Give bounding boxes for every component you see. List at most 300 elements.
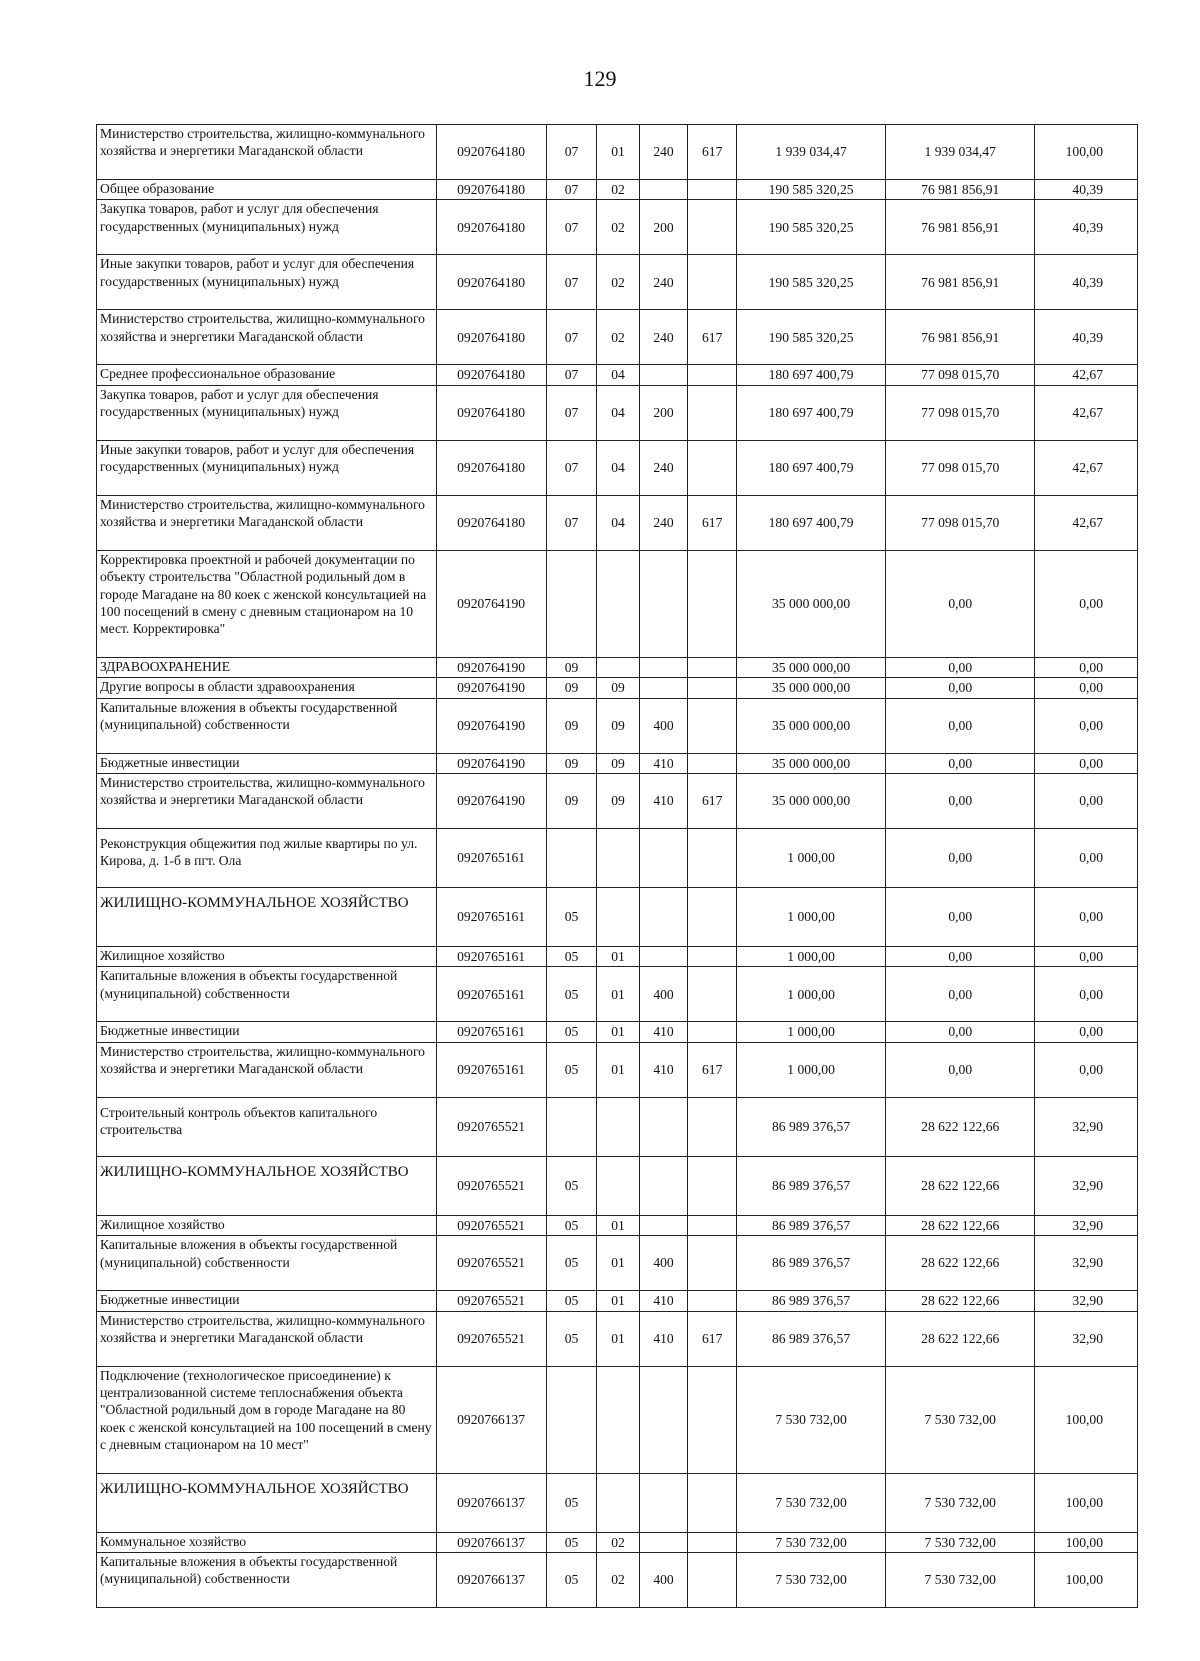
section-cell: 05 <box>546 1236 597 1291</box>
execution-percent-cell: 32,90 <box>1035 1215 1138 1235</box>
target-code-cell: 0920764190 <box>436 753 546 773</box>
subsection-cell: 09 <box>597 698 639 753</box>
administrator-code-cell <box>688 698 737 753</box>
section-cell: 05 <box>546 967 597 1022</box>
row-name-cell: Общее образование <box>97 180 437 200</box>
section-cell: 05 <box>546 1215 597 1235</box>
section-cell: 07 <box>546 365 597 385</box>
administrator-code-cell <box>688 828 737 887</box>
expense-type-cell: 240 <box>639 440 688 495</box>
subsection-cell: 04 <box>597 385 639 440</box>
expense-type-cell <box>639 946 688 966</box>
table-row <box>97 1215 1138 1235</box>
execution-percent-cell: 100,00 <box>1035 1473 1138 1532</box>
table-row <box>97 828 1138 887</box>
section-cell <box>546 828 597 887</box>
executed-amount-cell: 0,00 <box>886 753 1035 773</box>
expense-type-cell: 410 <box>639 753 688 773</box>
execution-percent-cell: 0,00 <box>1035 773 1138 828</box>
expense-type-cell <box>639 887 688 946</box>
row-name-cell: Закупка товаров, работ и услуг для обеспечения государственных (муниципальных) нужд <box>97 385 437 440</box>
execution-percent-cell: 0,00 <box>1035 753 1138 773</box>
planned-amount-cell: 1 000,00 <box>737 1022 886 1042</box>
page-number: 129 <box>583 66 617 91</box>
subsection-cell: 09 <box>597 773 639 828</box>
target-code-cell: 0920765521 <box>436 1097 546 1156</box>
planned-amount-cell: 1 000,00 <box>737 1042 886 1097</box>
executed-amount-cell: 0,00 <box>886 1022 1035 1042</box>
section-cell: 07 <box>546 255 597 310</box>
section-cell: 05 <box>546 1532 597 1552</box>
planned-amount-cell: 1 000,00 <box>737 828 886 887</box>
expense-type-cell: 240 <box>639 310 688 365</box>
execution-percent-cell: 42,67 <box>1035 495 1138 550</box>
administrator-code-cell <box>688 1156 737 1215</box>
table-row <box>97 180 1138 200</box>
row-name-cell: ЗДРАВООХРАНЕНИЕ <box>97 657 437 677</box>
planned-amount-cell: 190 585 320,25 <box>737 310 886 365</box>
planned-amount-cell: 7 530 732,00 <box>737 1473 886 1532</box>
target-code-cell: 0920764180 <box>436 385 546 440</box>
execution-percent-cell: 100,00 <box>1035 1532 1138 1552</box>
target-code-cell: 0920765521 <box>436 1215 546 1235</box>
section-cell: 07 <box>546 200 597 255</box>
target-code-cell: 0920766137 <box>436 1552 546 1607</box>
row-name-cell: Министерство строительства, жилищно-коммунального хозяйства и энергетики Магаданской области <box>97 310 437 365</box>
administrator-code-cell <box>688 440 737 495</box>
execution-percent-cell: 0,00 <box>1035 678 1138 698</box>
administrator-code-cell <box>688 365 737 385</box>
target-code-cell: 0920765161 <box>436 828 546 887</box>
executed-amount-cell: 7 530 732,00 <box>886 1473 1035 1532</box>
planned-amount-cell: 1 000,00 <box>737 887 886 946</box>
row-name-cell: Жилищное хозяйство <box>97 1215 437 1235</box>
expense-type-cell <box>639 657 688 677</box>
execution-percent-cell: 42,67 <box>1035 440 1138 495</box>
table-row <box>97 1552 1138 1607</box>
planned-amount-cell: 86 989 376,57 <box>737 1236 886 1291</box>
planned-amount-cell: 180 697 400,79 <box>737 440 886 495</box>
executed-amount-cell: 28 622 122,66 <box>886 1215 1035 1235</box>
table-row <box>97 1042 1138 1097</box>
table-row <box>97 125 1138 180</box>
planned-amount-cell: 86 989 376,57 <box>737 1097 886 1156</box>
section-cell: 09 <box>546 753 597 773</box>
row-name-cell: Капитальные вложения в объекты государственной (муниципальной) собственности <box>97 1236 437 1291</box>
executed-amount-cell: 28 622 122,66 <box>886 1291 1035 1311</box>
execution-percent-cell: 0,00 <box>1035 1042 1138 1097</box>
executed-amount-cell: 0,00 <box>886 698 1035 753</box>
target-code-cell: 0920765161 <box>436 967 546 1022</box>
table-row <box>97 1022 1138 1042</box>
row-name-cell: Бюджетные инвестиции <box>97 1022 437 1042</box>
table-row <box>97 440 1138 495</box>
planned-amount-cell: 7 530 732,00 <box>737 1532 886 1552</box>
expense-type-cell <box>639 1097 688 1156</box>
row-name-cell: ЖИЛИЩНО-КОММУНАЛЬНОЕ ХОЗЯЙСТВО <box>97 1156 437 1215</box>
subsection-cell: 01 <box>597 1236 639 1291</box>
planned-amount-cell: 86 989 376,57 <box>737 1156 886 1215</box>
expense-type-cell: 240 <box>639 255 688 310</box>
execution-percent-cell: 42,67 <box>1035 365 1138 385</box>
section-cell: 09 <box>546 678 597 698</box>
expense-type-cell: 400 <box>639 1236 688 1291</box>
row-name-cell: Коммунальное хозяйство <box>97 1532 437 1552</box>
table-row <box>97 946 1138 966</box>
subsection-cell: 01 <box>597 1311 639 1366</box>
administrator-code-cell <box>688 1022 737 1042</box>
target-code-cell: 0920765521 <box>436 1156 546 1215</box>
administrator-code-cell: 617 <box>688 125 737 180</box>
expense-type-cell: 410 <box>639 1022 688 1042</box>
target-code-cell: 0920766137 <box>436 1532 546 1552</box>
row-name-cell: Другие вопросы в области здравоохранения <box>97 678 437 698</box>
row-name-cell: Капитальные вложения в объекты государственной (муниципальной) собственности <box>97 698 437 753</box>
administrator-code-cell <box>688 1097 737 1156</box>
executed-amount-cell: 76 981 856,91 <box>886 200 1035 255</box>
subsection-cell: 01 <box>597 967 639 1022</box>
subsection-cell: 02 <box>597 1532 639 1552</box>
executed-amount-cell: 7 530 732,00 <box>886 1552 1035 1607</box>
table-row <box>97 1097 1138 1156</box>
subsection-cell: 02 <box>597 180 639 200</box>
administrator-code-cell <box>688 1236 737 1291</box>
target-code-cell: 0920765161 <box>436 946 546 966</box>
subsection-cell <box>597 1366 639 1473</box>
row-name-cell: Бюджетные инвестиции <box>97 1291 437 1311</box>
table-body <box>97 125 1138 1608</box>
target-code-cell: 0920764180 <box>436 365 546 385</box>
target-code-cell: 0920765161 <box>436 1022 546 1042</box>
target-code-cell: 0920766137 <box>436 1473 546 1532</box>
executed-amount-cell: 7 530 732,00 <box>886 1532 1035 1552</box>
execution-percent-cell: 0,00 <box>1035 657 1138 677</box>
administrator-code-cell <box>688 967 737 1022</box>
administrator-code-cell: 617 <box>688 495 737 550</box>
expense-type-cell: 200 <box>639 200 688 255</box>
table-row <box>97 967 1138 1022</box>
target-code-cell: 0920765161 <box>436 1042 546 1097</box>
section-cell: 05 <box>546 1042 597 1097</box>
executed-amount-cell: 7 530 732,00 <box>886 1366 1035 1473</box>
target-code-cell: 0920764190 <box>436 657 546 677</box>
expense-type-cell <box>639 828 688 887</box>
table-row <box>97 1236 1138 1291</box>
planned-amount-cell: 86 989 376,57 <box>737 1291 886 1311</box>
executed-amount-cell: 76 981 856,91 <box>886 180 1035 200</box>
executed-amount-cell: 76 981 856,91 <box>886 310 1035 365</box>
executed-amount-cell: 0,00 <box>886 967 1035 1022</box>
executed-amount-cell: 0,00 <box>886 678 1035 698</box>
execution-percent-cell: 40,39 <box>1035 180 1138 200</box>
planned-amount-cell: 1 939 034,47 <box>737 125 886 180</box>
execution-percent-cell: 0,00 <box>1035 828 1138 887</box>
table-row <box>97 1156 1138 1215</box>
row-name-cell: Министерство строительства, жилищно-коммунального хозяйства и энергетики Магаданской области <box>97 495 437 550</box>
execution-percent-cell: 32,90 <box>1035 1097 1138 1156</box>
execution-percent-cell: 100,00 <box>1035 1366 1138 1473</box>
row-name-cell: Строительный контроль объектов капитального строительства <box>97 1097 437 1156</box>
administrator-code-cell <box>688 1291 737 1311</box>
administrator-code-cell <box>688 753 737 773</box>
executed-amount-cell: 0,00 <box>886 550 1035 657</box>
subsection-cell: 04 <box>597 365 639 385</box>
executed-amount-cell: 0,00 <box>886 773 1035 828</box>
subsection-cell: 09 <box>597 678 639 698</box>
subsection-cell <box>597 1473 639 1532</box>
planned-amount-cell: 190 585 320,25 <box>737 200 886 255</box>
planned-amount-cell: 35 000 000,00 <box>737 678 886 698</box>
expense-type-cell <box>639 1215 688 1235</box>
row-name-cell: Среднее профессиональное образование <box>97 365 437 385</box>
target-code-cell: 0920764180 <box>436 310 546 365</box>
expense-type-cell: 400 <box>639 698 688 753</box>
administrator-code-cell <box>688 946 737 966</box>
execution-percent-cell: 32,90 <box>1035 1236 1138 1291</box>
section-cell: 05 <box>546 1156 597 1215</box>
executed-amount-cell: 28 622 122,66 <box>886 1156 1035 1215</box>
target-code-cell: 0920764190 <box>436 678 546 698</box>
administrator-code-cell <box>688 255 737 310</box>
execution-percent-cell: 0,00 <box>1035 698 1138 753</box>
executed-amount-cell: 77 098 015,70 <box>886 365 1035 385</box>
budget-table <box>96 124 1138 1608</box>
section-cell <box>546 1097 597 1156</box>
table-row <box>97 1532 1138 1552</box>
section-cell: 09 <box>546 657 597 677</box>
section-cell: 07 <box>546 385 597 440</box>
execution-percent-cell: 100,00 <box>1035 1552 1138 1607</box>
table-row <box>97 657 1138 677</box>
expense-type-cell: 400 <box>639 1552 688 1607</box>
subsection-cell <box>597 1097 639 1156</box>
executed-amount-cell: 77 098 015,70 <box>886 440 1035 495</box>
subsection-cell: 04 <box>597 440 639 495</box>
execution-percent-cell: 0,00 <box>1035 946 1138 966</box>
subsection-cell: 01 <box>597 1215 639 1235</box>
section-cell: 07 <box>546 180 597 200</box>
subsection-cell: 01 <box>597 1022 639 1042</box>
expense-type-cell <box>639 550 688 657</box>
execution-percent-cell: 32,90 <box>1035 1156 1138 1215</box>
table-row <box>97 887 1138 946</box>
row-name-cell: ЖИЛИЩНО-КОММУНАЛЬНОЕ ХОЗЯЙСТВО <box>97 1473 437 1532</box>
planned-amount-cell: 190 585 320,25 <box>737 180 886 200</box>
planned-amount-cell: 180 697 400,79 <box>737 365 886 385</box>
table-row <box>97 698 1138 753</box>
administrator-code-cell <box>688 657 737 677</box>
target-code-cell: 0920764180 <box>436 200 546 255</box>
row-name-cell: Закупка товаров, работ и услуг для обеспечения государственных (муниципальных) нужд <box>97 200 437 255</box>
executed-amount-cell: 0,00 <box>886 657 1035 677</box>
table-row <box>97 365 1138 385</box>
executed-amount-cell: 28 622 122,66 <box>886 1097 1035 1156</box>
row-name-cell: Министерство строительства, жилищно-коммунального хозяйства и энергетики Магаданской области <box>97 125 437 180</box>
executed-amount-cell: 0,00 <box>886 946 1035 966</box>
execution-percent-cell: 0,00 <box>1035 550 1138 657</box>
section-cell: 05 <box>546 946 597 966</box>
target-code-cell: 0920764180 <box>436 125 546 180</box>
executed-amount-cell: 0,00 <box>886 887 1035 946</box>
row-name-cell: ЖИЛИЩНО-КОММУНАЛЬНОЕ ХОЗЯЙСТВО <box>97 887 437 946</box>
subsection-cell: 02 <box>597 255 639 310</box>
section-cell: 05 <box>546 1311 597 1366</box>
table-row <box>97 1473 1138 1532</box>
row-name-cell: Министерство строительства, жилищно-коммунального хозяйства и энергетики Магаданской области <box>97 773 437 828</box>
row-name-cell: Бюджетные инвестиции <box>97 753 437 773</box>
executed-amount-cell: 0,00 <box>886 828 1035 887</box>
planned-amount-cell: 86 989 376,57 <box>737 1311 886 1366</box>
table-row <box>97 550 1138 657</box>
executed-amount-cell: 1 939 034,47 <box>886 125 1035 180</box>
row-name-cell: Подключение (технологическое присоединение) к централизованной системе теплоснабжения объекта "Областной родильный дом в городе Магадане на 80 коек с женской консультацией на 100 посещений в смену с дневным стационаром на 10 мест" <box>97 1366 437 1473</box>
target-code-cell: 0920764190 <box>436 698 546 753</box>
table-row <box>97 753 1138 773</box>
subsection-cell <box>597 1156 639 1215</box>
subsection-cell <box>597 887 639 946</box>
expense-type-cell: 410 <box>639 1311 688 1366</box>
target-code-cell: 0920764190 <box>436 550 546 657</box>
subsection-cell: 04 <box>597 495 639 550</box>
executed-amount-cell: 0,00 <box>886 1042 1035 1097</box>
section-cell: 05 <box>546 1291 597 1311</box>
table-row <box>97 310 1138 365</box>
expense-type-cell <box>639 1366 688 1473</box>
planned-amount-cell: 35 000 000,00 <box>737 657 886 677</box>
section-cell: 09 <box>546 773 597 828</box>
row-name-cell: Иные закупки товаров, работ и услуг для обеспечения государственных (муниципальных) нужд <box>97 440 437 495</box>
administrator-code-cell <box>688 1532 737 1552</box>
target-code-cell: 0920765521 <box>436 1291 546 1311</box>
expense-type-cell: 410 <box>639 1291 688 1311</box>
subsection-cell: 01 <box>597 946 639 966</box>
planned-amount-cell: 1 000,00 <box>737 967 886 1022</box>
section-cell: 07 <box>546 310 597 365</box>
execution-percent-cell: 40,39 <box>1035 255 1138 310</box>
subsection-cell: 02 <box>597 310 639 365</box>
administrator-code-cell <box>688 180 737 200</box>
expense-type-cell <box>639 1532 688 1552</box>
expense-type-cell: 410 <box>639 773 688 828</box>
target-code-cell: 0920764190 <box>436 773 546 828</box>
expense-type-cell <box>639 365 688 385</box>
target-code-cell: 0920765521 <box>436 1236 546 1291</box>
table-row <box>97 255 1138 310</box>
planned-amount-cell: 35 000 000,00 <box>737 698 886 753</box>
row-name-cell: Министерство строительства, жилищно-коммунального хозяйства и энергетики Магаданской области <box>97 1042 437 1097</box>
execution-percent-cell: 100,00 <box>1035 125 1138 180</box>
table-row <box>97 385 1138 440</box>
expense-type-cell <box>639 1473 688 1532</box>
table-row <box>97 773 1138 828</box>
target-code-cell: 0920764180 <box>436 495 546 550</box>
planned-amount-cell: 86 989 376,57 <box>737 1215 886 1235</box>
executed-amount-cell: 28 622 122,66 <box>886 1311 1035 1366</box>
administrator-code-cell <box>688 1366 737 1473</box>
execution-percent-cell: 32,90 <box>1035 1311 1138 1366</box>
target-code-cell: 0920764180 <box>436 440 546 495</box>
administrator-code-cell: 617 <box>688 1042 737 1097</box>
expense-type-cell: 200 <box>639 385 688 440</box>
section-cell: 09 <box>546 698 597 753</box>
section-cell: 07 <box>546 125 597 180</box>
target-code-cell: 0920765161 <box>436 887 546 946</box>
administrator-code-cell <box>688 678 737 698</box>
target-code-cell: 0920766137 <box>436 1366 546 1473</box>
executed-amount-cell: 76 981 856,91 <box>886 255 1035 310</box>
planned-amount-cell: 7 530 732,00 <box>737 1552 886 1607</box>
expense-type-cell <box>639 1156 688 1215</box>
planned-amount-cell: 35 000 000,00 <box>737 773 886 828</box>
administrator-code-cell <box>688 385 737 440</box>
section-cell: 07 <box>546 495 597 550</box>
section-cell: 05 <box>546 1022 597 1042</box>
execution-percent-cell: 32,90 <box>1035 1291 1138 1311</box>
table-row <box>97 678 1138 698</box>
planned-amount-cell: 190 585 320,25 <box>737 255 886 310</box>
row-name-cell: Капитальные вложения в объекты государственной (муниципальной) собственности <box>97 1552 437 1607</box>
expense-type-cell <box>639 180 688 200</box>
expense-type-cell: 240 <box>639 125 688 180</box>
section-cell: 05 <box>546 1473 597 1532</box>
executed-amount-cell: 77 098 015,70 <box>886 495 1035 550</box>
table-row <box>97 200 1138 255</box>
administrator-code-cell: 617 <box>688 310 737 365</box>
execution-percent-cell: 0,00 <box>1035 887 1138 946</box>
subsection-cell: 01 <box>597 1042 639 1097</box>
target-code-cell: 0920764180 <box>436 180 546 200</box>
execution-percent-cell: 0,00 <box>1035 967 1138 1022</box>
table-row <box>97 495 1138 550</box>
subsection-cell: 01 <box>597 125 639 180</box>
planned-amount-cell: 7 530 732,00 <box>737 1366 886 1473</box>
expense-type-cell: 240 <box>639 495 688 550</box>
execution-percent-cell: 0,00 <box>1035 1022 1138 1042</box>
section-cell <box>546 550 597 657</box>
planned-amount-cell: 1 000,00 <box>737 946 886 966</box>
expense-type-cell: 400 <box>639 967 688 1022</box>
administrator-code-cell <box>688 1215 737 1235</box>
subsection-cell <box>597 828 639 887</box>
section-cell: 07 <box>546 440 597 495</box>
subsection-cell: 02 <box>597 1552 639 1607</box>
expense-type-cell <box>639 678 688 698</box>
row-name-cell: Корректировка проектной и рабочей документации по объекту строительства "Областной родильный дом в городе Магадане на 80 коек с женской консультацией на 100 посещений в смену с дневным стационаром на 10 мест. Корректировка" <box>97 550 437 657</box>
administrator-code-cell <box>688 200 737 255</box>
section-cell: 05 <box>546 887 597 946</box>
row-name-cell: Жилищное хозяйство <box>97 946 437 966</box>
executed-amount-cell: 28 622 122,66 <box>886 1236 1035 1291</box>
execution-percent-cell: 40,39 <box>1035 200 1138 255</box>
planned-amount-cell: 35 000 000,00 <box>737 550 886 657</box>
row-name-cell: Капитальные вложения в объекты государственной (муниципальной) собственности <box>97 967 437 1022</box>
administrator-code-cell: 617 <box>688 1311 737 1366</box>
administrator-code-cell <box>688 887 737 946</box>
subsection-cell: 02 <box>597 200 639 255</box>
administrator-code-cell: 617 <box>688 773 737 828</box>
section-cell <box>546 1366 597 1473</box>
executed-amount-cell: 77 098 015,70 <box>886 385 1035 440</box>
row-name-cell: Реконструкция общежития под жилые квартиры по ул. Кирова, д. 1-б в пгт. Ола <box>97 828 437 887</box>
execution-percent-cell: 40,39 <box>1035 310 1138 365</box>
table-row <box>97 1291 1138 1311</box>
target-code-cell: 0920764180 <box>436 255 546 310</box>
execution-percent-cell: 42,67 <box>1035 385 1138 440</box>
table-row <box>97 1366 1138 1473</box>
planned-amount-cell: 35 000 000,00 <box>737 753 886 773</box>
administrator-code-cell <box>688 1473 737 1532</box>
section-cell: 05 <box>546 1552 597 1607</box>
